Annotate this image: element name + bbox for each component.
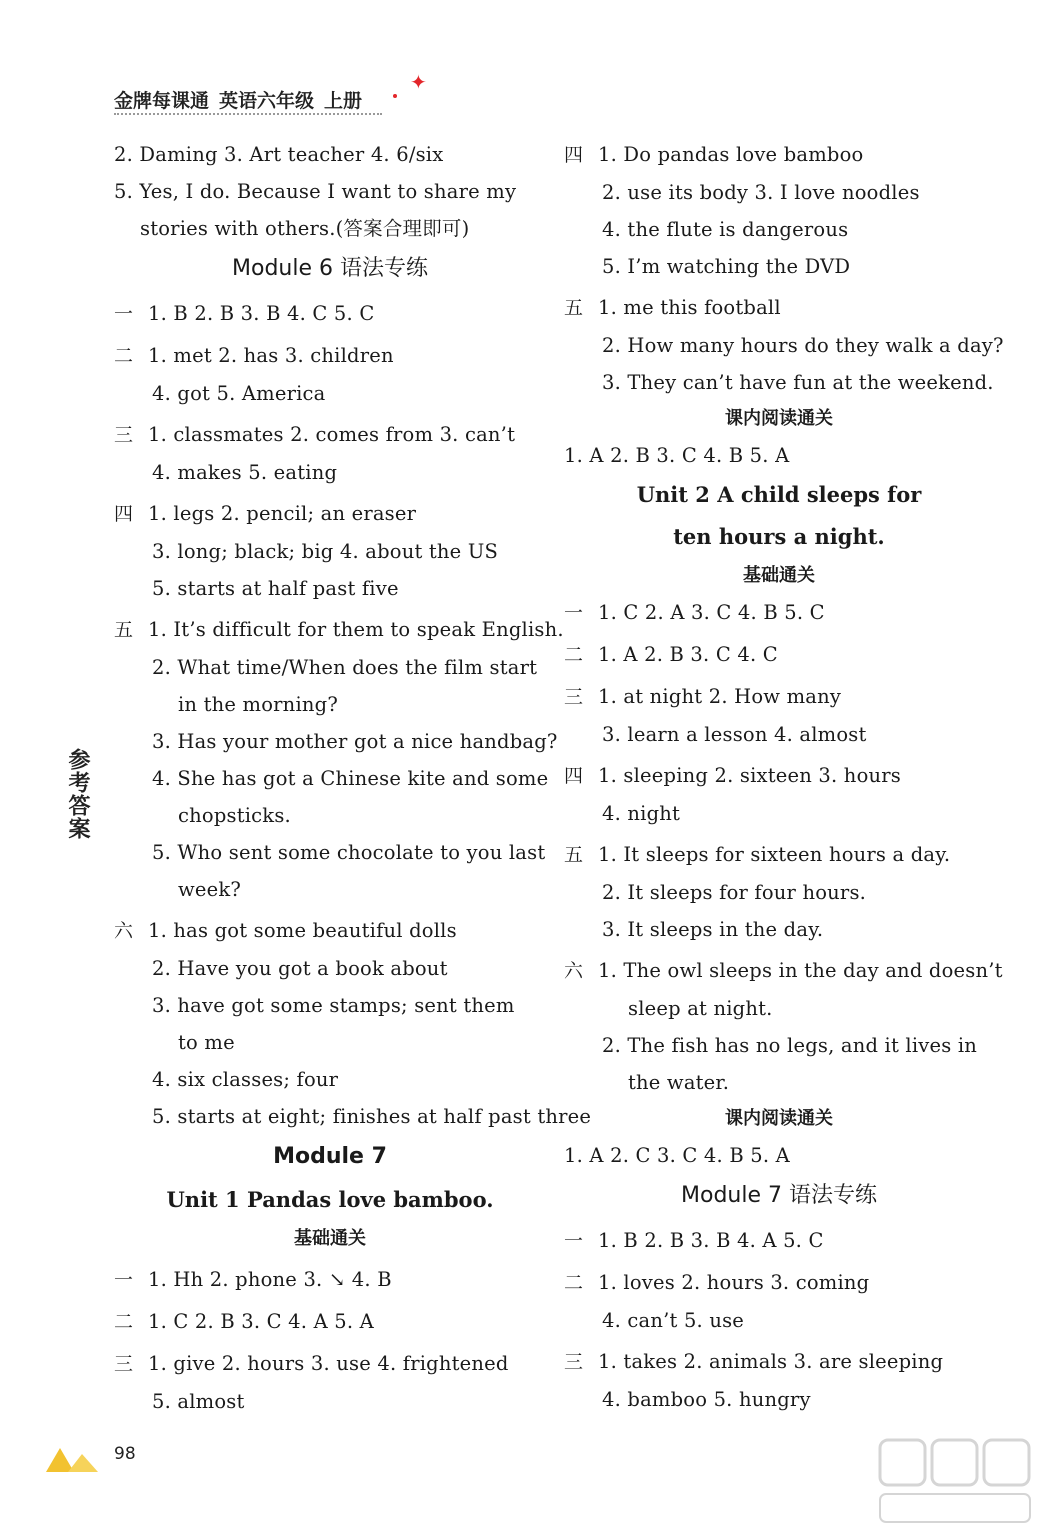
answer-line: 4. got 5. America [152,382,326,405]
answer-line: 4. six classes; four [152,1068,339,1091]
part-label: 一 [114,303,134,325]
answer-text: 1. B 2. B 3. B 4. C 5. C [148,302,375,325]
answer-text: 1. takes 2. animals 3. are sleeping [598,1350,944,1373]
answer-text: 1. It’s difficult for them to speak English. [148,618,564,641]
dot-icon [393,94,397,98]
part-label: 二 [114,1311,134,1333]
answer-line [564,1343,994,1381]
answer-line: 5. starts at half past five [152,577,399,600]
header-divider [114,113,382,115]
part-label: 三 [564,1351,584,1373]
answer-line [564,836,994,874]
answer-line: 3. long; black; big 4. about the US [152,540,499,563]
answer-text: 1. legs 2. pencil; an eraser [148,502,417,525]
unit-title: Unit 2 A child sleeps for [636,482,922,507]
answer-line: to me [178,1031,235,1054]
part-label: 六 [114,920,134,942]
part-label: 一 [114,1269,134,1291]
answer-line: 2. It sleeps for four hours. [602,881,867,904]
answer-line: in the morning? [178,693,338,716]
answer-line [114,295,546,333]
unit-title: Unit 1 Pandas love bamboo. [166,1187,494,1212]
volume-name: 上册 [324,90,363,112]
star-icon: ✦ [410,70,427,94]
subsection-title-reading: 课内阅读通关 [725,1108,833,1129]
answer-text: 1. A 2. B 3. C 4. C [598,643,778,666]
running-header [114,86,362,113]
left-column [114,136,592,1420]
part-label: 四 [564,765,584,787]
answer-line: stories with others.(答案合理即可) [140,217,470,240]
answer-line: 4. bamboo 5. hungry [602,1388,811,1411]
answer-text: 1. has got some beautiful dolls [148,919,457,942]
answer-text: 1. C 2. A 3. C 4. B 5. C [598,601,825,624]
answer-line [114,495,546,533]
answer-line: 2. The fish has no legs, and it lives in [602,1034,978,1057]
part-label: 三 [114,1353,134,1375]
part-label: 五 [564,844,584,866]
answer-text: 1. It sleeps for sixteen hours a day. [598,843,951,866]
answer-line [564,757,994,795]
answer-line [564,594,994,632]
subject-name: 英语六年级 [219,90,315,112]
answer-line: 4. She has got a Chinese kite and some [152,767,549,790]
answer-text: 1. C 2. B 3. C 4. A 5. A [148,1310,374,1333]
answer-line: 3. have got some stamps; sent them [152,994,515,1017]
part-label: 四 [564,144,584,166]
answer-line [564,952,1003,990]
answer-text: 1. classmates 2. comes from 3. can’t [148,423,516,446]
section-title-module6-grammar: Module 6 语法专练 [232,256,428,281]
series-name: 金牌每课通 [114,90,210,112]
answer-line: 5. I’m watching the DVD [602,255,851,278]
side-tab-label: 参考答案 [65,748,90,840]
part-label: 三 [114,424,134,446]
answer-line: 5. Who sent some chocolate to you last [152,841,546,864]
answer-line: 3. It sleeps in the day. [602,918,824,941]
part-label: 二 [564,1272,584,1294]
answer-line: 1. A 2. B 3. C 4. B 5. A [564,444,790,467]
answer-line [114,1261,546,1299]
answer-line: 2. Daming 3. Art teacher 4. 6/six [114,143,444,166]
right-column [564,136,1004,1418]
answer-line [564,1264,994,1302]
answer-line: the water. [628,1071,730,1094]
section-title-module7-grammar: Module 7 语法专练 [681,1183,877,1208]
unit-title-cont: ten hours a night. [673,524,885,549]
answer-text: 1. Do pandas love bamboo [598,143,864,166]
answer-text: 1. loves 2. hours 3. coming [598,1271,870,1294]
answer-line: week? [178,878,242,901]
answer-line: 1. A 2. C 3. C 4. B 5. A [564,1144,790,1167]
answer-line [114,1345,546,1383]
answer-line: 5. starts at eight; finishes at half past three [152,1105,592,1128]
part-label: 三 [564,686,584,708]
subsection-title-reading: 课内阅读通关 [725,408,833,429]
part-label: 六 [564,960,584,982]
answer-line: 4. the flute is dangerous [602,218,849,241]
answer-text: 1. at night 2. How many [598,685,842,708]
answer-line: 3. Has your mother got a nice handbag? [152,730,558,753]
answer-line [564,636,994,674]
answer-text: 1. Hh 2. phone 3. ↘ 4. B [148,1268,392,1291]
answer-line: 2. How many hours do they walk a day? [602,334,1004,357]
answer-line: chopsticks. [178,804,291,827]
answer-line: 3. They can’t have fun at the weekend. [602,371,994,394]
answer-line: sleep at night. [628,997,773,1020]
watermark-logo-icon [870,1430,1040,1530]
subsection-title: 基础通关 [743,565,815,586]
answer-line: 5. almost [152,1390,245,1413]
answer-line: 2. use its body 3. I love noodles [602,181,920,204]
part-label: 四 [114,503,134,525]
part-label: 一 [564,1230,584,1252]
answer-text: 1. give 2. hours 3. use 4. frightened [148,1352,509,1375]
answer-text: 1. met 2. has 3. children [148,344,394,367]
part-label: 五 [114,619,134,641]
answer-line: 4. night [602,802,681,825]
section-title-module7: Module 7 [273,1144,387,1169]
subsection-title: 基础通关 [294,1228,366,1249]
part-label: 一 [564,602,584,624]
answer-line [564,678,994,716]
answer-line: 4. can’t 5. use [602,1309,745,1332]
answer-line [114,1303,546,1341]
answer-line: 5. Yes, I do. Because I want to share my [114,180,517,203]
triangles-icon [44,1440,104,1474]
answer-line [114,337,546,375]
answer-text: 1. B 2. B 3. B 4. A 5. C [598,1229,824,1252]
answer-line [114,416,546,454]
answer-text: 1. me this football [598,296,781,319]
answer-line: 3. learn a lesson 4. almost [602,723,867,746]
part-label: 二 [564,644,584,666]
answer-text: 1. The owl sleeps in the day and doesn’t [598,959,1003,982]
part-label: 五 [564,297,584,319]
part-label: 二 [114,345,134,367]
answer-line: 2. Have you got a book about [152,957,448,980]
answer-line [114,611,564,649]
answer-line: 4. makes 5. eating [152,461,338,484]
answer-line [564,1222,994,1260]
answer-line: 2. What time/When does the film start [152,656,538,679]
answer-line [564,289,994,327]
page-number: 98 [114,1444,136,1464]
answer-line [114,912,546,950]
answer-line [564,136,994,174]
answer-text: 1. sleeping 2. sixteen 3. hours [598,764,901,787]
